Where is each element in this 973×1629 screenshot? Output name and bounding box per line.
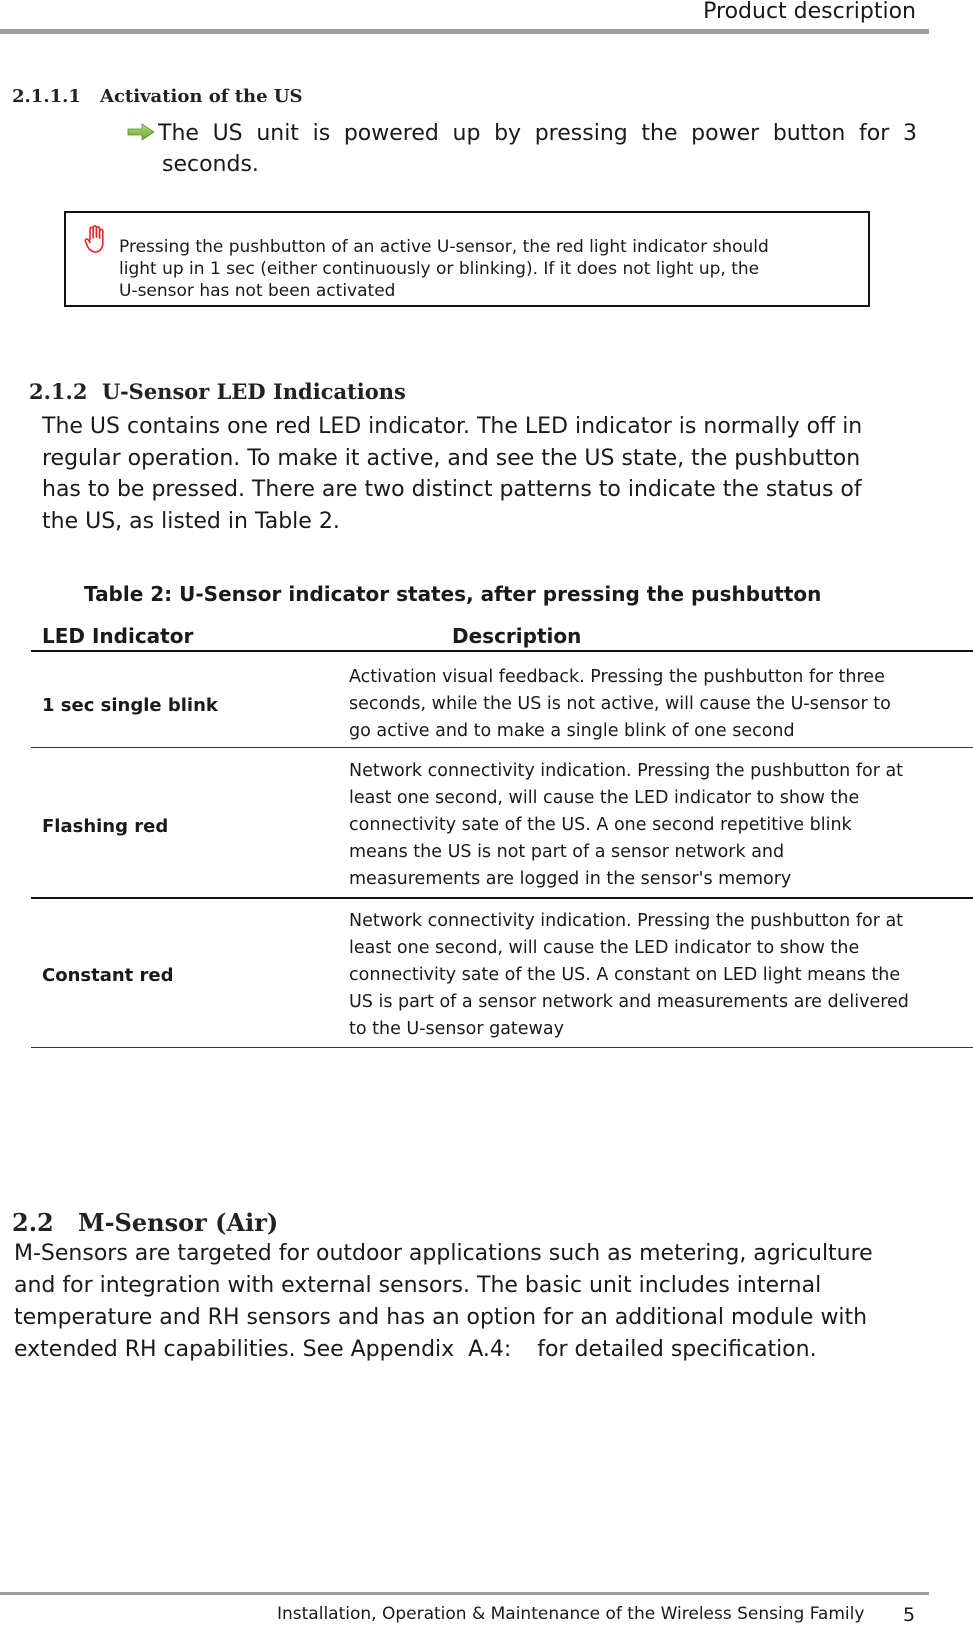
section-title: M-Sensor (Air) bbox=[78, 1208, 279, 1237]
note-text: Pressing the pushbutton of an active U-sensor, the red light indicator should light up in 1 sec (either continuously or blinking). If it does not light up, the U-sensor has not been activated bbox=[119, 237, 769, 301]
table-row-divider bbox=[31, 897, 973, 899]
section-title: U-Sensor LED Indications bbox=[102, 379, 406, 404]
row-description: Activation visual feedback. Pressing the pushbutton for three seconds, while the US is not active, will cause the U-sensor to go active and to make a single blink of one second bbox=[349, 667, 891, 741]
footer-divider bbox=[0, 1592, 929, 1595]
table-bottom-rule bbox=[31, 1047, 973, 1048]
section-title: Activation of the US bbox=[100, 86, 303, 107]
table-header-description: Description bbox=[452, 624, 582, 648]
m-sensor-paragraph: M-Sensors are targeted for outdoor applications such as metering, agriculture and for integration with external sensors. The basic unit includes internal temperature and RH sensors and has an option for an additional module with extended RH capabilities. See Appendix A.4: for detailed specification. bbox=[14, 1241, 873, 1362]
table-row-divider bbox=[31, 747, 973, 748]
footer-text: Installation, Operation & Maintenance of the Wireless Sensing Family bbox=[277, 1604, 865, 1624]
table-header-rule bbox=[31, 650, 973, 652]
green-arrow-icon bbox=[127, 123, 155, 141]
power-up-paragraph: The US unit is powered up by pressing the power button for 3 seconds. bbox=[127, 118, 917, 180]
section-number: 2.1.2 bbox=[29, 379, 88, 404]
table-caption: Table 2: U-Sensor indicator states, after pressing the pushbutton bbox=[84, 582, 822, 606]
power-up-line-2: seconds. bbox=[162, 152, 259, 177]
row-label: 1 sec single blink bbox=[42, 695, 218, 716]
appendix-reference-link[interactable]: A.4: bbox=[468, 1337, 512, 1362]
section-heading-led-indications bbox=[29, 379, 406, 404]
warning-hand-icon bbox=[84, 225, 108, 255]
row-description: Network connectivity indication. Pressing the pushbutton for at least one second, will cause the LED indicator to show the connectivity sate of the US. A constant on LED light means the US is part of a sensor network and measurements are delivered to the U-sensor gateway bbox=[349, 911, 909, 1039]
row-description: Network connectivity indication. Pressing the pushbutton for at least one second, will cause the LED indicator to show the connectivity sate of the US. A one second repetitive blink means the US is not part of a sensor network and measurements are logged in the sensor's memory bbox=[349, 761, 904, 889]
row-label: Constant red bbox=[42, 965, 174, 986]
section-heading-activation bbox=[12, 86, 303, 107]
row-label: Flashing red bbox=[42, 816, 169, 837]
page-header-title: Product description bbox=[703, 0, 916, 24]
note-box bbox=[64, 211, 870, 307]
section-number: 2.1.1.1 bbox=[12, 86, 81, 107]
section-number: 2.2 bbox=[12, 1208, 54, 1237]
page-number: 5 bbox=[903, 1604, 916, 1626]
section-heading-m-sensor bbox=[12, 1208, 278, 1237]
table-header-led-indicator: LED Indicator bbox=[42, 624, 194, 648]
header-divider bbox=[0, 29, 929, 34]
led-indications-paragraph: The US contains one red LED indicator. The LED indicator is normally off in regular operation. To make it active, and see the US state, the pushbutton has to be pressed. There are two distinct patterns to indicate the status of the US, as listed in Table 2. bbox=[42, 414, 863, 534]
